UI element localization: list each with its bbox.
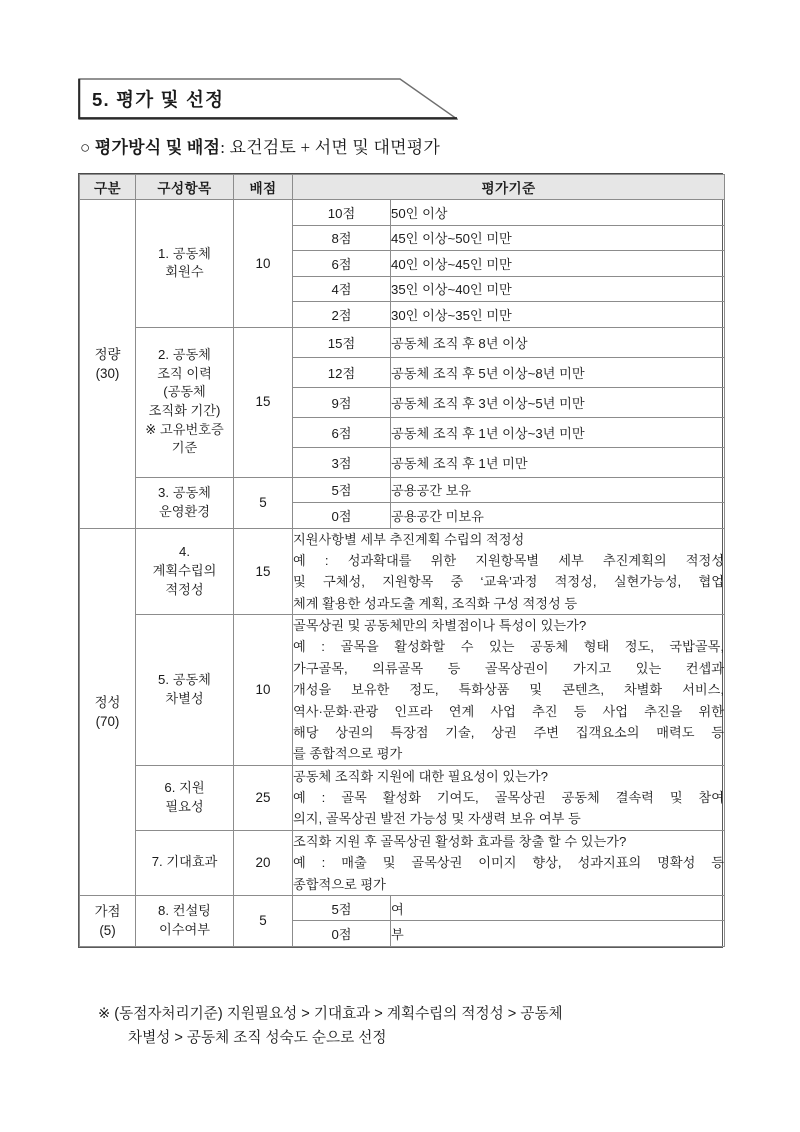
criteria-desc-cell: 35인 이상~40인 미만	[391, 276, 725, 302]
criteria-paragraph-cell	[293, 528, 725, 615]
criteria-desc-cell: 공동체 조직 후 5년 이상~8년 미만	[391, 357, 725, 387]
item-name-line: (공동체	[163, 384, 206, 400]
table-header-row	[80, 175, 725, 200]
col-header-item: 구성항목	[136, 175, 234, 200]
col-header-criteria: 평가기준	[293, 175, 725, 200]
criteria-paragraph-line: 해당 상권의 특장점 기술, 상권 주변 집객요소의 매력도 등	[293, 724, 725, 740]
section-title-banner	[78, 78, 458, 120]
table-row	[80, 477, 725, 503]
subtitle-line	[80, 133, 440, 158]
criteria-desc-cell: 공동체 조직 후 3년 이상~5년 미만	[391, 387, 725, 417]
col-header-points: 배점	[234, 175, 293, 200]
item-name-line: 이수여부	[159, 921, 210, 937]
criteria-paragraph-line: 역사·문화·관광 인프라 연계 사업 추진 등 사업 추진을 위한	[293, 703, 725, 719]
item-name-line: 운영환경	[159, 503, 210, 519]
criteria-score-cell: 6점	[293, 417, 391, 447]
evaluation-table-wrapper	[78, 173, 723, 948]
criteria-score-cell: 0점	[293, 921, 391, 947]
criteria-score-cell: 8점	[293, 225, 391, 251]
criteria-score-cell: 3점	[293, 447, 391, 477]
item-name-cell	[136, 528, 234, 615]
item-name-cell	[136, 615, 234, 766]
tiebreak-note	[98, 1003, 728, 1050]
col-header-division: 구분	[80, 175, 136, 200]
item-name-cell	[136, 477, 234, 528]
item-name-line: 조직 이력	[157, 365, 212, 381]
bullet-circle-icon: ○	[80, 138, 91, 157]
item-name-cell	[136, 200, 234, 328]
item-name-line: 계획수립의	[152, 562, 217, 578]
item-name-line: 6. 지원	[164, 779, 205, 795]
item-name-cell	[136, 327, 234, 477]
criteria-paragraph-line: 조직화 지원 후 골목상권 활성화 효과를 창출 할 수 있는가?	[293, 833, 627, 849]
criteria-desc-cell: 공동체 조직 후 1년 미만	[391, 447, 725, 477]
table-row	[80, 200, 725, 226]
item-name-line: 1. 공동체	[158, 245, 211, 261]
item-name-line: 5. 공동체	[158, 672, 211, 688]
item-name-line: 8. 컨설팅	[158, 903, 211, 919]
division-label: 정성	[94, 694, 121, 710]
division-total: (5)	[99, 922, 116, 938]
subtitle-tail: : 요건검토 + 서면 및 대면평가	[220, 138, 440, 157]
item-name-cell	[136, 830, 234, 895]
criteria-paragraph-line: 및 구체성, 지원항목 중 ‘교육’과정 적정성, 실현가능성, 협업	[293, 574, 725, 590]
item-name-line: 필요성	[165, 798, 204, 814]
table-header	[80, 175, 725, 200]
criteria-paragraph-line: 예 : 골목을 활성화할 수 있는 공동체 형태 정도, 국밥골목,	[293, 639, 725, 655]
table-row	[80, 830, 725, 895]
criteria-score-cell: 2점	[293, 302, 391, 328]
division-total: (70)	[95, 713, 120, 729]
criteria-paragraph-line: 종합적으로 평가	[293, 876, 386, 892]
criteria-desc-cell: 50인 이상	[391, 200, 725, 226]
division-cell	[80, 528, 136, 895]
table-row	[80, 327, 725, 357]
criteria-paragraph-cell	[293, 615, 725, 766]
criteria-desc-cell: 40인 이상~45인 미만	[391, 251, 725, 277]
criteria-paragraph-line: 공동체 조직화 지원에 대한 필요성이 있는가?	[293, 768, 548, 784]
item-name-line: 4.	[179, 544, 190, 560]
subtitle-lead: 평가방식 및 배점	[94, 138, 221, 157]
criteria-desc-cell: 공동체 조직 후 8년 이상	[391, 327, 725, 357]
table-row	[80, 528, 725, 615]
criteria-desc-cell: 공용공간 보유	[391, 477, 725, 503]
table-body	[80, 200, 725, 947]
item-points-cell: 20	[234, 830, 293, 895]
evaluation-table	[79, 174, 725, 947]
criteria-desc-cell: 부	[391, 921, 725, 947]
item-points-cell: 25	[234, 765, 293, 830]
criteria-desc-cell: 30인 이상~35인 미만	[391, 302, 725, 328]
criteria-score-cell: 5점	[293, 477, 391, 503]
item-name-line: 2. 공동체	[158, 346, 211, 362]
item-points-cell: 5	[234, 477, 293, 528]
criteria-desc-cell: 여	[391, 895, 725, 921]
criteria-paragraph-line: 가구골목, 의류골목 등 골목상권이 가지고 있는 컨셉과	[293, 660, 725, 676]
division-total: (30)	[95, 365, 120, 381]
criteria-paragraph-line: 체계 활용한 성과도출 계획, 조직화 구성 적정성 등	[293, 595, 578, 611]
criteria-paragraph-line: 를 종합적으로 평가	[293, 746, 403, 762]
item-name-line: 차별성	[165, 690, 204, 706]
item-points-cell: 15	[234, 528, 293, 615]
criteria-desc-cell: 공용공간 미보유	[391, 503, 725, 529]
criteria-paragraph-line: 지원사항별 세부 추진계획 수립의 적정성	[293, 531, 525, 547]
item-name-line: 적정성	[165, 581, 204, 597]
criteria-score-cell: 9점	[293, 387, 391, 417]
item-name-line: ※ 고유번호증	[145, 421, 224, 437]
criteria-score-cell: 15점	[293, 327, 391, 357]
division-label: 정량	[94, 346, 121, 362]
table-row	[80, 895, 725, 921]
item-name-line: 조직화 기간)	[148, 403, 221, 418]
criteria-paragraph-line: 예 : 골목 활성화 기여도, 골목상권 공동체 결속력 및 참여	[293, 790, 725, 805]
item-name-line: 기준	[171, 440, 198, 456]
item-points-cell: 15	[234, 327, 293, 477]
criteria-score-cell: 4점	[293, 276, 391, 302]
page-title: 5. 평가 및 선정	[92, 89, 225, 110]
tiebreak-note-line2: 차별성 > 공동체 조직 성숙도 순으로 선정	[128, 1029, 387, 1046]
item-points-cell: 10	[234, 615, 293, 766]
criteria-paragraph-line: 예 : 매출 및 골목상권 이미지 향상, 성과지표의 명확성 등	[293, 855, 725, 871]
table-row	[80, 615, 725, 766]
item-name-line: 3. 공동체	[158, 484, 211, 500]
criteria-desc-cell: 공동체 조직 후 1년 이상~3년 미만	[391, 417, 725, 447]
item-points-cell: 5	[234, 895, 293, 946]
division-label: 가점	[94, 903, 121, 919]
criteria-score-cell: 5점	[293, 895, 391, 921]
criteria-score-cell: 10점	[293, 200, 391, 226]
criteria-paragraph-line: 개성을 보유한 정도, 특화상품 및 콘텐츠, 차별화 서비스,	[293, 682, 725, 698]
criteria-paragraph-line: 의지, 골목상권 발전 가능성 및 자생력 보유 여부 등	[293, 811, 581, 827]
criteria-score-cell: 6점	[293, 251, 391, 277]
division-cell	[80, 200, 136, 529]
criteria-paragraph-line: 골목상권 및 공동체만의 차별점이나 특성이 있는가?	[293, 618, 587, 633]
item-name-cell	[136, 895, 234, 946]
item-points-cell: 10	[234, 200, 293, 328]
table-row	[80, 765, 725, 830]
item-name-line: 7. 기대효과	[151, 854, 218, 870]
criteria-paragraph-cell	[293, 765, 725, 830]
criteria-score-cell: 12점	[293, 357, 391, 387]
criteria-desc-cell: 45인 이상~50인 미만	[391, 225, 725, 251]
criteria-paragraph-line: 예 : 성과확대를 위한 지원항목별 세부 추진계획의 적정성	[293, 552, 725, 568]
item-name-line: 회원수	[165, 264, 204, 280]
tiebreak-note-line1: ※ (동점자처리기준) 지원필요성 > 기대효과 > 계획수립의 적정성 > 공동체	[98, 1006, 563, 1022]
division-cell	[80, 895, 136, 946]
criteria-score-cell: 0점	[293, 503, 391, 529]
item-name-cell	[136, 765, 234, 830]
criteria-paragraph-cell	[293, 830, 725, 895]
